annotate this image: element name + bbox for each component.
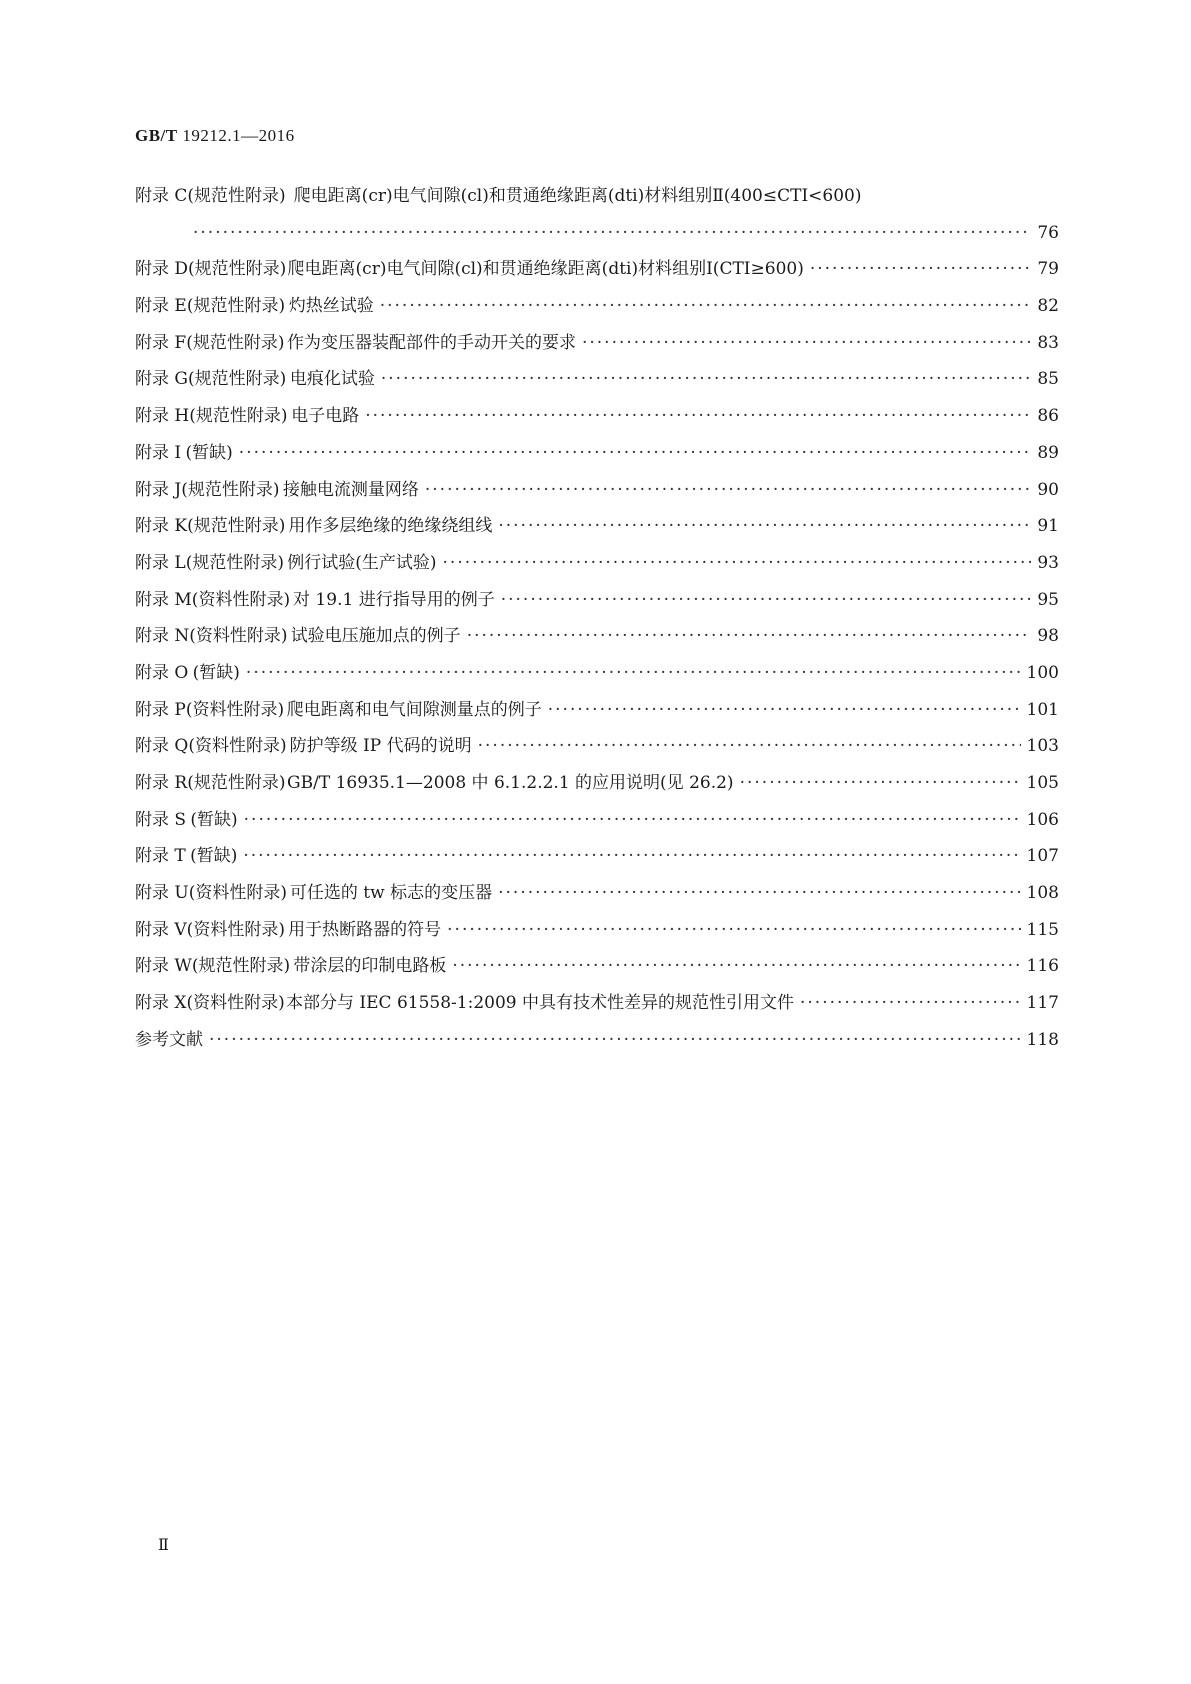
toc-entry-page: 100 xyxy=(1026,662,1059,683)
toc-entry-page: 76 xyxy=(1037,222,1059,243)
toc-leader-dots xyxy=(365,398,1031,435)
toc-leader-dots xyxy=(498,875,1020,912)
toc-entry-label: 附录 P(资料性附录) xyxy=(135,699,285,720)
toc-leader-dots xyxy=(810,251,1031,288)
toc-entry-label: 附录 M(资料性附录) xyxy=(135,589,291,610)
toc-entry-label: 附录 J(规范性附录) xyxy=(135,479,280,500)
toc-entry-title: (暂缺) xyxy=(190,809,238,830)
toc-entry-page: 108 xyxy=(1026,883,1059,904)
toc-entry-label: 附录 O xyxy=(135,662,189,683)
toc-entry-label: 附录 T xyxy=(135,846,186,867)
toc-entry-title: 爬电距离(cr)电气间隙(cl)和贯通绝缘距离(dti)材料组别Ⅰ(CTI≥600) xyxy=(287,259,804,280)
toc-entry[interactable] xyxy=(135,875,1059,912)
toc-entry-page: 107 xyxy=(1026,846,1059,867)
toc-entry-title: 例行试验(生产试验) xyxy=(287,552,437,573)
toc-entry[interactable] xyxy=(135,692,1059,729)
toc-entry-page: 103 xyxy=(1026,736,1059,757)
toc-entry-page: 90 xyxy=(1037,479,1059,500)
toc-entry-page: 105 xyxy=(1026,773,1059,793)
table-of-contents xyxy=(135,178,1059,1059)
toc-entry-page: 115 xyxy=(1026,919,1059,940)
toc-entry-label: 附录 S xyxy=(135,809,187,830)
toc-entry-title: 爬电距离(cr)电气间隙(cl)和贯通绝缘距离(dti)材料组别Ⅱ(400≤CTI<600) xyxy=(293,186,862,206)
toc-leader-dots xyxy=(467,618,1031,655)
toc-entry-title: (暂缺) xyxy=(185,442,233,463)
toc-leader-dots xyxy=(243,838,1020,875)
toc-entry-title: 接触电流测量网络 xyxy=(282,479,419,500)
toc-entry[interactable] xyxy=(135,178,1059,215)
toc-entry-label: 附录 D(规范性附录) xyxy=(135,259,287,280)
toc-entry-page: 118 xyxy=(1026,1029,1059,1050)
toc-entry[interactable] xyxy=(135,361,1059,398)
toc-entry-title: 用作多层绝缘的绝缘绕组线 xyxy=(288,516,493,537)
toc-entry[interactable] xyxy=(135,765,1059,802)
toc-entry[interactable] xyxy=(135,582,1059,619)
toc-entry-title: 防护等级 IP 代码的说明 xyxy=(289,736,472,757)
toc-leader-dots xyxy=(381,361,1031,398)
toc-entry-title: 爬电距离和电气间隙测量点的例子 xyxy=(286,699,542,720)
toc-entry[interactable] xyxy=(135,985,1059,1022)
toc-entry[interactable] xyxy=(135,912,1059,949)
toc-leader-dots xyxy=(380,288,1031,325)
toc-entry[interactable] xyxy=(135,472,1059,509)
toc-entry[interactable] xyxy=(135,655,1059,692)
toc-entry-page: 106 xyxy=(1026,809,1059,830)
toc-leader-dots xyxy=(501,582,1031,619)
toc-entry-label: 附录 X(资料性附录) xyxy=(135,993,285,1014)
toc-entry[interactable] xyxy=(135,728,1059,765)
toc-leader-dots xyxy=(246,655,1021,692)
toc-entry-page: 89 xyxy=(1037,442,1059,463)
toc-entry-page: 93 xyxy=(1037,552,1059,573)
toc-entry-title: 灼热丝试验 xyxy=(288,296,374,317)
standard-code: GB/T xyxy=(135,126,178,145)
toc-entry-label: 附录 V(资料性附录) xyxy=(135,919,285,940)
toc-entry-label: 附录 F(规范性附录) xyxy=(135,332,285,353)
toc-entry-title: (暂缺) xyxy=(190,846,238,867)
toc-entry-page: 85 xyxy=(1037,369,1059,390)
toc-leader-dots xyxy=(244,802,1021,839)
toc-entry[interactable] xyxy=(135,545,1059,582)
toc-entry-label: 附录 G(规范性附录) xyxy=(135,369,287,390)
toc-entry[interactable] xyxy=(135,398,1059,435)
toc-entry-page: 95 xyxy=(1037,589,1059,610)
toc-leader-dots xyxy=(425,472,1031,509)
toc-entry-page: 101 xyxy=(1026,699,1059,720)
toc-entry-title: 对 19.1 进行指导用的例子 xyxy=(293,589,495,610)
toc-entry-title: 电子电路 xyxy=(291,406,360,427)
toc-entry-label: 附录 H(规范性附录) xyxy=(135,406,288,427)
toc-leader-dots xyxy=(478,728,1021,765)
toc-entry-label: 附录 E(规范性附录) xyxy=(135,296,286,317)
standard-number: 19212.1—2016 xyxy=(182,126,295,145)
toc-entry-page: 86 xyxy=(1037,406,1059,427)
toc-leader-dots xyxy=(740,765,1021,802)
toc-entry-title: (暂缺) xyxy=(192,662,240,683)
toc-entry-page: 116 xyxy=(1026,956,1059,977)
toc-entry[interactable] xyxy=(135,508,1059,545)
toc-entry-page: 82 xyxy=(1037,296,1059,317)
toc-entry-title: 本部分与 IEC 61558-1:2009 中具有技术性差异的规范性引用文件 xyxy=(286,993,794,1014)
document-header xyxy=(135,126,295,146)
toc-leader-dots xyxy=(209,1022,1021,1059)
toc-entry[interactable] xyxy=(135,288,1059,325)
toc-entry-label: 附录 Q(资料性附录) xyxy=(135,736,287,757)
toc-entry-page: 83 xyxy=(1037,332,1059,353)
toc-leader-dots xyxy=(443,545,1031,582)
toc-entry-page: 117 xyxy=(1026,993,1059,1014)
toc-entry-label: 附录 U(资料性附录) xyxy=(135,883,287,904)
toc-leader-dots xyxy=(447,912,1020,949)
toc-entry-title: GB/T 16935.1—2008 中 6.1.2.2.1 的应用说明(见 26.2) xyxy=(287,773,734,793)
toc-entry-title: 作为变压器装配部件的手动开关的要求 xyxy=(286,332,576,353)
toc-leader-dots xyxy=(800,985,1021,1022)
toc-leader-dots xyxy=(548,692,1021,729)
toc-entry[interactable] xyxy=(135,948,1059,985)
toc-entry-label: 附录 C(规范性附录) xyxy=(135,186,286,206)
toc-entry-label: 附录 I xyxy=(135,442,182,463)
toc-entry-page: 98 xyxy=(1037,626,1059,647)
toc-entry-label: 参考文献 xyxy=(135,1029,203,1050)
toc-leader-dots xyxy=(498,508,1031,545)
toc-entry[interactable] xyxy=(135,435,1059,472)
toc-entry[interactable] xyxy=(135,802,1059,839)
toc-entry-label: 附录 W(规范性附录) xyxy=(135,956,291,977)
toc-entry-label: 附录 L(规范性附录) xyxy=(135,552,284,573)
toc-entry-continuation[interactable] xyxy=(135,215,1059,252)
toc-entry-title: 带涂层的印制电路板 xyxy=(293,956,447,977)
toc-entry[interactable] xyxy=(135,251,1059,288)
toc-entry[interactable] xyxy=(135,618,1059,655)
toc-leader-dots xyxy=(452,948,1020,985)
toc-entry[interactable] xyxy=(135,838,1059,875)
page-number-footer: Ⅱ xyxy=(158,1535,169,1554)
toc-leader-dots xyxy=(193,215,1031,252)
toc-entry-label: 附录 R(规范性附录) xyxy=(135,773,286,793)
toc-entry-title: 试验电压施加点的例子 xyxy=(290,626,461,647)
toc-entry-title: 可任选的 tw 标志的变压器 xyxy=(289,883,493,904)
toc-entry-page: 79 xyxy=(1037,259,1059,280)
toc-entry-title: 用于热断路器的符号 xyxy=(288,919,442,940)
toc-leader-dots xyxy=(582,325,1031,362)
toc-entry-label: 附录 N(资料性附录) xyxy=(135,626,288,647)
toc-entry[interactable] xyxy=(135,1022,1059,1059)
toc-entry-label: 附录 K(规范性附录) xyxy=(135,516,286,537)
toc-leader-dots xyxy=(239,435,1031,472)
toc-entry-title: 电痕化试验 xyxy=(289,369,375,390)
toc-entry-page: 91 xyxy=(1037,516,1059,537)
toc-entry[interactable] xyxy=(135,325,1059,362)
